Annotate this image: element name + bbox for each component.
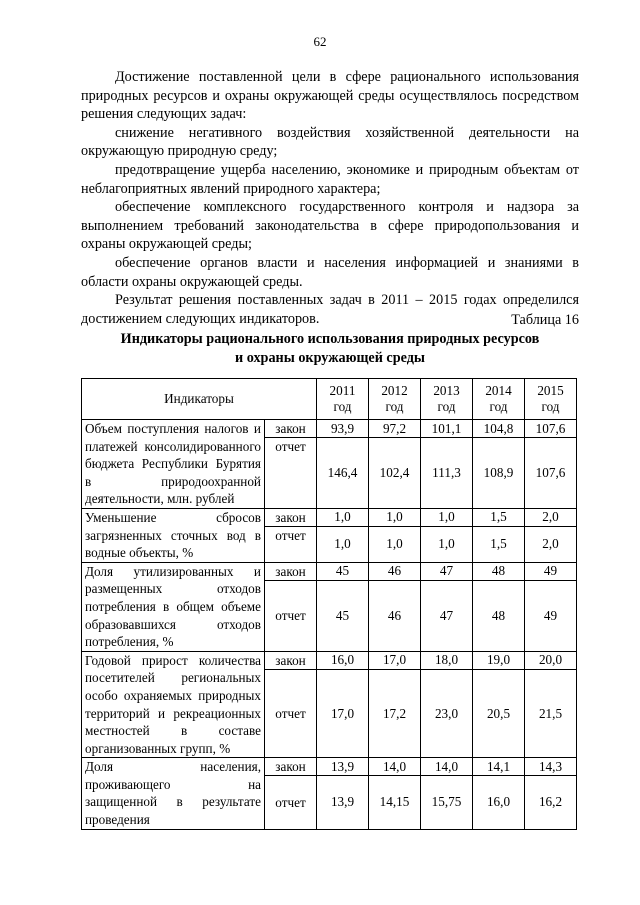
cell-value: 45 xyxy=(317,562,369,580)
table-title xyxy=(81,330,579,367)
cell-value: 14,3 xyxy=(525,758,577,776)
indicators-table xyxy=(81,378,577,830)
header-year: 2012 год xyxy=(369,379,421,420)
cell-value: 107,6 xyxy=(525,438,577,509)
row-type-label: отчет xyxy=(265,580,317,651)
table-row xyxy=(82,420,577,438)
cell-value: 1,0 xyxy=(317,526,369,562)
cell-value: 102,4 xyxy=(369,438,421,509)
row-type-label: закон xyxy=(265,508,317,526)
table-header-row xyxy=(82,379,577,420)
row-type-label: отчет xyxy=(265,776,317,829)
cell-value: 93,9 xyxy=(317,420,369,438)
table-row xyxy=(82,508,577,526)
table-row xyxy=(82,651,577,669)
paragraph-intro: Достижение поставленной цели в сфере рационального использования природных ресурсов и охраны окружающей среды осуществлялось посредством решения следующих задач: xyxy=(81,69,579,123)
paragraph-task-1: снижение негативного воздействия хозяйственной деятельности на окружающую природную среду; xyxy=(81,124,579,160)
cell-value: 1,0 xyxy=(421,526,473,562)
cell-value: 46 xyxy=(369,562,421,580)
cell-value: 14,1 xyxy=(473,758,525,776)
table-label: Таблица 16 xyxy=(511,312,579,328)
cell-value: 146,4 xyxy=(317,438,369,509)
cell-value: 1,0 xyxy=(317,508,369,526)
header-year: 2013 год xyxy=(421,379,473,420)
row-type-label: закон xyxy=(265,420,317,438)
row-type-label: закон xyxy=(265,758,317,776)
table-title-line-1: Индикаторы рационального использования природных ресурсов xyxy=(120,331,540,347)
cell-value: 47 xyxy=(421,580,473,651)
header-indicators: Индикаторы xyxy=(82,379,317,420)
cell-value: 2,0 xyxy=(525,508,577,526)
cell-value: 13,9 xyxy=(317,758,369,776)
cell-value: 17,0 xyxy=(317,669,369,758)
indicator-name: Доля утилизированных и размещенных отходов потребления в общем объеме образовавшихся отходов потребления, % xyxy=(82,562,265,651)
indicator-name: Уменьшение сбросов загрязненных сточных вод в водные объекты, % xyxy=(82,508,265,562)
cell-value: 101,1 xyxy=(421,420,473,438)
body-text xyxy=(81,68,579,328)
table-row xyxy=(82,562,577,580)
cell-value: 14,0 xyxy=(369,758,421,776)
page-number: 62 xyxy=(313,34,327,49)
cell-value: 97,2 xyxy=(369,420,421,438)
cell-value: 107,6 xyxy=(525,420,577,438)
cell-value: 45 xyxy=(317,580,369,651)
cell-value: 48 xyxy=(473,580,525,651)
cell-value: 1,5 xyxy=(473,526,525,562)
paragraph-task-2: предотвращение ущерба населению, экономике и природным объектам от неблагоприятных явлений природного характера; xyxy=(81,161,579,197)
cell-value: 16,0 xyxy=(473,776,525,829)
cell-value: 16,2 xyxy=(525,776,577,829)
cell-value: 14,15 xyxy=(369,776,421,829)
header-year: 2015 год xyxy=(525,379,577,420)
table-title-line-2: и охраны окружающей среды xyxy=(235,349,425,366)
cell-value: 48 xyxy=(473,562,525,580)
row-type-label: отчет xyxy=(265,526,317,562)
cell-value: 15,75 xyxy=(421,776,473,829)
indicator-name: Доля населения, проживающего на защищенной в результате проведения xyxy=(82,758,265,829)
header-year: 2011 год xyxy=(317,379,369,420)
cell-value: 1,5 xyxy=(473,508,525,526)
cell-value: 47 xyxy=(421,562,473,580)
header-year: 2014 год xyxy=(473,379,525,420)
cell-value: 111,3 xyxy=(421,438,473,509)
cell-value: 1,0 xyxy=(369,526,421,562)
row-type-label: закон xyxy=(265,562,317,580)
cell-value: 2,0 xyxy=(525,526,577,562)
row-type-label: отчет xyxy=(265,438,317,509)
cell-value: 20,5 xyxy=(473,669,525,758)
cell-value: 13,9 xyxy=(317,776,369,829)
cell-value: 1,0 xyxy=(421,508,473,526)
paragraph-task-3: обеспечение комплексного государственного контроля и надзора за выполнением требований законодательства в сфере природопользования и охраны окружающей среды; xyxy=(81,199,579,253)
cell-value: 20,0 xyxy=(525,651,577,669)
paragraph-result: Результат решения поставленных задач в 2011 – 2015 годах определился достижением следующих индикаторов. xyxy=(81,292,579,327)
cell-value: 23,0 xyxy=(421,669,473,758)
cell-value: 49 xyxy=(525,580,577,651)
cell-value: 19,0 xyxy=(473,651,525,669)
cell-value: 104,8 xyxy=(473,420,525,438)
cell-value: 108,9 xyxy=(473,438,525,509)
cell-value: 49 xyxy=(525,562,577,580)
table-row xyxy=(82,758,577,776)
cell-value: 14,0 xyxy=(421,758,473,776)
cell-value: 21,5 xyxy=(525,669,577,758)
indicator-name: Годовой прирост количества посетителей региональных особо охраняемых природных территорий и рекреационных местностей в составе организованных групп, % xyxy=(82,651,265,758)
row-type-label: отчет xyxy=(265,669,317,758)
cell-value: 16,0 xyxy=(317,651,369,669)
row-type-label: закон xyxy=(265,651,317,669)
cell-value: 18,0 xyxy=(421,651,473,669)
cell-value: 17,0 xyxy=(369,651,421,669)
cell-value: 46 xyxy=(369,580,421,651)
indicator-name: Объем поступления налогов и платежей консолидированного бюджета Республики Бурятия в природоохранной деятельности, млн. рублей xyxy=(82,420,265,509)
paragraph-task-4: обеспечение органов власти и населения информацией и знаниями в области охраны окружающей среды. xyxy=(81,254,579,290)
cell-value: 1,0 xyxy=(369,508,421,526)
cell-value: 17,2 xyxy=(369,669,421,758)
